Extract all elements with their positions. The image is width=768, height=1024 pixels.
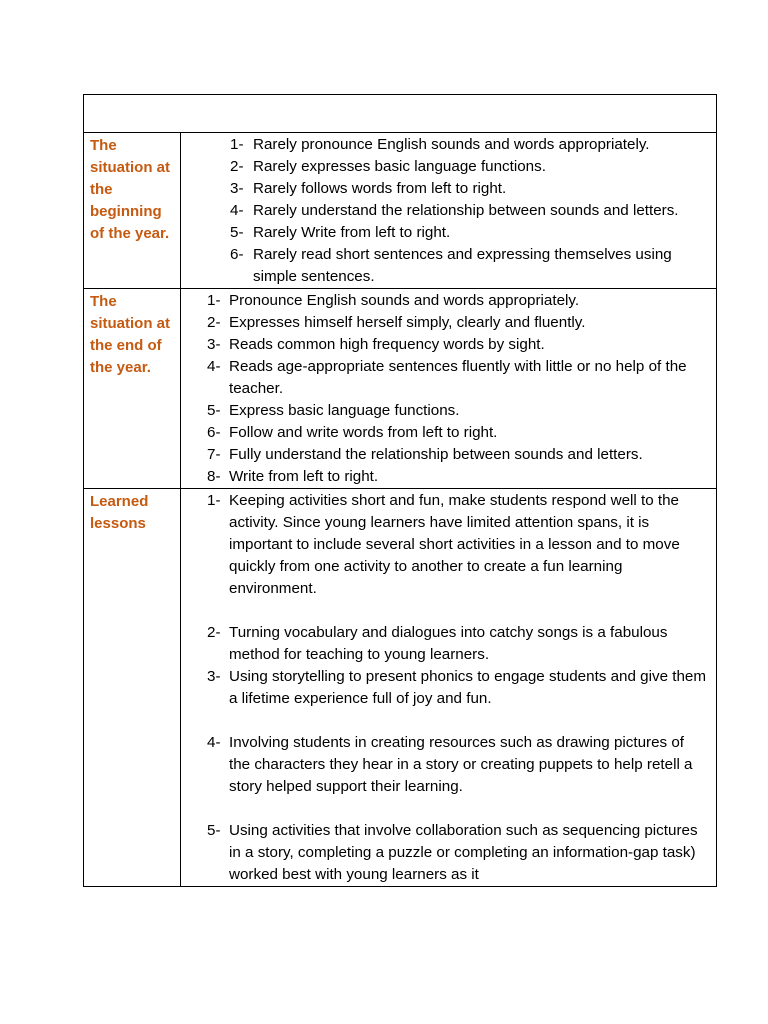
item-text: Fully understand the relationship between sounds and letters. [229, 446, 643, 463]
item-text: Express basic language functions. [229, 402, 460, 419]
item-text: Rarely Write from left to right. [253, 224, 451, 241]
list-item [181, 400, 708, 422]
item-number: 4- [230, 202, 244, 219]
item-text: Using storytelling to present phonics to engage students and give them a lifetime experience full of joy and fun. [229, 668, 707, 707]
item-text: Involving students in creating resources such as drawing pictures of the characters they hear in a story or creating puppets to help retell a story helped support their learning. [229, 734, 693, 795]
item-number: 7- [207, 446, 221, 463]
table-row-beginning [84, 133, 716, 289]
item-number: 1- [207, 292, 221, 309]
list-item [181, 422, 708, 444]
row-content-beginning [181, 133, 716, 288]
item-text: Reads age-appropriate sentences fluently with little or no help of the teacher. [229, 358, 687, 397]
item-number: 3- [207, 336, 221, 353]
item-number: 1- [207, 492, 221, 509]
item-text: Pronounce English sounds and words appropriately. [229, 292, 580, 309]
item-number: 4- [207, 358, 221, 375]
item-text: Rarely read short sentences and expressing themselves using simple sentences. [253, 246, 672, 285]
item-number: 5- [207, 822, 221, 839]
item-text: Write from left to right. [229, 468, 379, 485]
report-table [83, 94, 717, 887]
list-item [181, 334, 708, 356]
item-number: 3- [207, 668, 221, 685]
item-text: Keeping activities short and fun, make students respond well to the activity. Since young learners have limited attention spans, it is important to include several short activities in a lesson and to move quickly from one activity to another to create a fun learning environment. [229, 492, 680, 597]
row-label-end: The situation at the end of the year. [84, 289, 181, 488]
list-item [181, 178, 708, 200]
item-number: 2- [207, 624, 221, 641]
item-number: 2- [207, 314, 221, 331]
item-text: Rarely follows words from left to right. [253, 180, 507, 197]
list-item [181, 244, 708, 288]
list-item [181, 820, 708, 886]
item-number: 6- [207, 424, 221, 441]
item-number: 1- [230, 136, 244, 153]
item-text: Turning vocabulary and dialogues into catchy songs is a fabulous method for teaching to young learners. [229, 624, 668, 663]
row-label-lessons: Learned lessons [84, 489, 181, 886]
list-item [181, 134, 708, 156]
item-number: 5- [230, 224, 244, 241]
list-item [181, 222, 708, 244]
item-text: Using activities that involve collaboration such as sequencing pictures in a story, completing a puzzle or completing an information-gap task) worked best with young learners as it [229, 822, 698, 883]
list-item [181, 200, 708, 222]
row-label-beginning: The situation at the beginning of the year. [84, 133, 181, 288]
list-item [181, 290, 708, 312]
item-number: 4- [207, 734, 221, 751]
item-number: 2- [230, 158, 244, 175]
item-text: Reads common high frequency words by sight. [229, 336, 545, 353]
list-item [181, 444, 708, 466]
item-number: 3- [230, 180, 244, 197]
item-text: Follow and write words from left to right. [229, 424, 498, 441]
lessons-list [181, 490, 708, 886]
end-list [181, 290, 708, 488]
empty-header-row [84, 95, 716, 133]
list-item [181, 356, 708, 400]
item-number: 8- [207, 468, 221, 485]
list-item [181, 490, 708, 600]
list-item [181, 666, 708, 710]
list-item [181, 312, 708, 334]
item-text: Rarely understand the relationship between sounds and letters. [253, 202, 679, 219]
row-content-end [181, 289, 716, 488]
list-item [181, 156, 708, 178]
beginning-list [181, 134, 708, 288]
list-item [181, 466, 708, 488]
table-row-end [84, 289, 716, 489]
item-text: Rarely pronounce English sounds and words appropriately. [253, 136, 650, 153]
list-item [181, 732, 708, 798]
list-item [181, 622, 708, 666]
item-number: 5- [207, 402, 221, 419]
item-text: Rarely expresses basic language functions. [253, 158, 546, 175]
row-content-lessons [181, 489, 716, 886]
item-number: 6- [230, 246, 244, 263]
table-row-lessons [84, 489, 716, 886]
item-text: Expresses himself herself simply, clearly and fluently. [229, 314, 586, 331]
